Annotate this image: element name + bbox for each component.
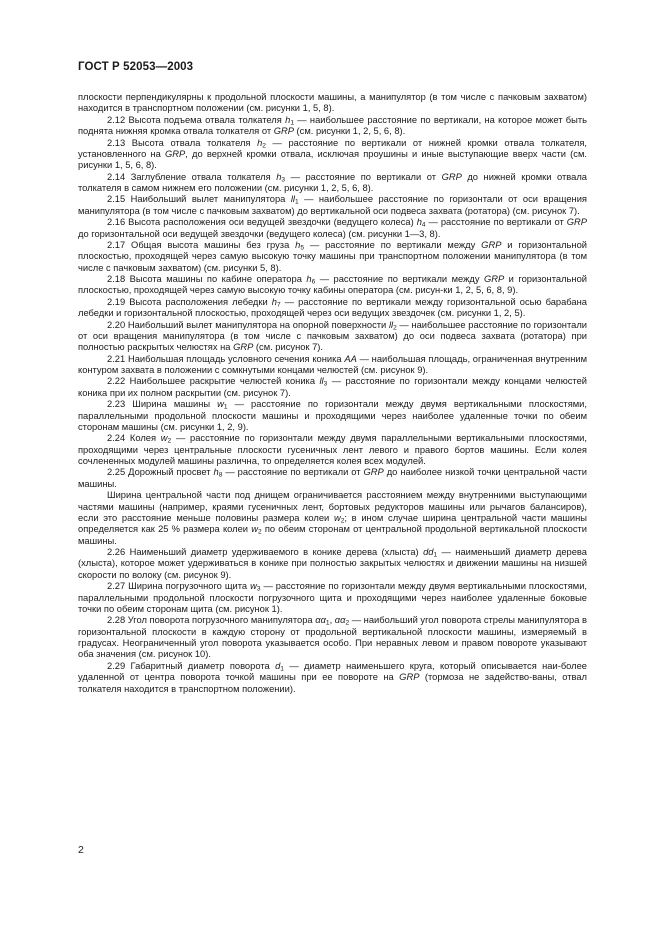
paragraph: 2.29 Габаритный диаметр поворота $d_1$ — диаметр наименьшего круга, который описывается наи-более удаленной от центра поворота точкой машины при ее повороте на GRP (тормоза не задейство-ваны, отвал толкателя находится в транспортном положении). (78, 660, 588, 694)
paragraph: 2.22 Наибольшее раскрытие челюстей коника $ll_3$ — расстояние по горизонтали между концами челюстей коника при их полном раскрытии (см. рисунок 7). (78, 376, 587, 398)
paragraph: 2.14 Заглубление отвала толкателя $h_3$ — расстояние по вертикали от GRP до нижней кромки отвала толкателя в самом нижнем его положении (см. рисунки 1, 2, 5, 6, 8). (78, 171, 587, 193)
paragraph: 2.18 Высота машины по кабине оператора $h_6$ — расстояние по вертикали между GRP и горизонтальной плоскостью, проходящей через самую высокую точку кабины оператора (см. рисун-ки 1, 2, 5, 6, 8, 9). (78, 274, 587, 296)
document-body (78, 92, 587, 695)
paragraph: 2.13 Высота отвала толкателя $h_2$ — расстояние по вертикали от нижней кромки отвала толкателя, установленного на GRP, до верхней кромки отвала, исключая проушины и иные выступающие вверх части (см. рисунки 1, 5, 6, 8). (78, 137, 587, 171)
paragraph: 2.20 Наибольший вылет манипулятора на опорной поверхности $ll_2$ — наибольшее расстояние по горизонтали от оси вращения манипулятора (в том числе с пачковым захватом) до оси подвеса захвата (ротатора) при полностью раскрытых челюстях на GRP (см. рисунок 7). (78, 319, 587, 353)
paragraph: 2.24 Колея $w_2$ — расстояние по горизонтали между двумя параллельными вертикальными плоскостями, проходящими через центральные плоскости гусеничных лент левого и правого бортов машины. Если колея сочлененных модулей машины различна, то определяется колея всех модулей. (78, 433, 587, 466)
paragraph: 2.23 Ширина машины $w_1$ — расстояние по горизонтали между двумя вертикальными плоскостями, параллельными продольной плоскости машины и проходящими через наиболее удаленные точки по обеим сторонам машины (см. рисунки 1, 2, 9). (78, 399, 587, 432)
paragraph: плоскости перпендикулярны к продольной плоскости машины, а манипулятор (в том числе с пачковым захватом) находится в транспортном положении (см. рисунки 1, 5, 8). (78, 92, 587, 114)
paragraph: Ширина центральной части под днищем ограничивается расстоянием между внутренними выступающими частями машины (например, краями гусеничных лент, бортовых редукторов машины или рычагов балансиров), если это расстояние меньше половины размера колеи $w_2$; в ином случае ширина центральной части машины определяется как 25 % размера колеи $w_2$ по обеим сторонам от центральной продольной вертикальной плоскости машины. (78, 490, 587, 546)
paragraph: 2.27 Ширина погрузочного щита $w_3$ — расстояние по горизонтали между двумя вертикальными плоскостями, параллельными продольной плоскости погрузочного щита и проходящими через наиболее удаленные боковые точки по обеим сторонам щита (см. рисунок 1). (78, 581, 588, 614)
paragraph: 2.28 Угол поворота погрузочного манипулятора $\alpha\alpha_1$, $\alpha\alpha_2$ — наибольший угол поворота стрелы манипулятора в горизонтальной плоскости в каждую сторону от продольной вертикальной плоскости машины, измеряемый в градусах. Неограниченный угол поворота указывается особо. При неравных левом и правом повороте указывают оба значения (см. рисунок 10). (78, 615, 587, 660)
paragraph: 2.16 Высота расположения оси ведущей звездочки (ведущего колеса) $h_4$ — расстояние по вертикали от GRP до горизонтальной оси ведущей звездочки (ведущего колеса) (см. рисунки 1—3, 8). (78, 217, 587, 239)
page-number: 2 (78, 844, 84, 856)
paragraph: 2.21 Наибольшая площадь условного сечения коника AA — наибольшая площадь, ограниченная внутренним контуром захвата в положении с сомкнутыми концами челюстей (см. рисунок 9). (78, 353, 588, 375)
paragraph: 2.26 Наименьший диаметр удерживаемого в конике дерева (хлыста) $dd_1$ — наименьший диаметр дерева (хлыста), которое может удерживаться в конике при полностью закрытых челюстях и движении машины на низшей скорости по волоку (см. рисунок 9). (78, 547, 587, 580)
document-header: ГОСТ Р 52053—2003 (78, 61, 194, 73)
paragraph: 2.12 Высота подъема отвала толкателя $h_1$ — наибольшее расстояние по вертикали, на которое может быть поднята нижняя кромка отвала толкателя от GRP (см. рисунки 1, 2, 5, 6, 8). (78, 114, 588, 137)
paragraph: 2.15 Наибольший вылет манипулятора $ll_1$ — наибольшее расстояние по горизонтали от оси вращения манипулятора (в том числе с пачковым захватом) до вертикальной оси подвеса захвата (ротатора) (см. рисунок 7). (78, 194, 587, 216)
paragraph: 2.19 Высота расположения лебедки $h_7$ — расстояние по вертикали между горизонтальной осью барабана лебедки и горизонтальной плоскостью, проходящей через оси ведущих звездочек (см. рисунки 1, 2, 5). (78, 296, 587, 319)
paragraph: 2.25 Дорожный просвет $h_8$ — расстояние по вертикали от GRP до наиболее низкой точки центральной части машины. (78, 467, 587, 489)
paragraph: 2.17 Общая высота машины без груза $h_5$ — расстояние по вертикали между GRP и горизонтальной плоскостью, проходящей через самую высокую точку машины при транспортном положении манипулятора (в том числе с пачковым захватом) (см. рисунки 5, 8). (78, 239, 587, 273)
